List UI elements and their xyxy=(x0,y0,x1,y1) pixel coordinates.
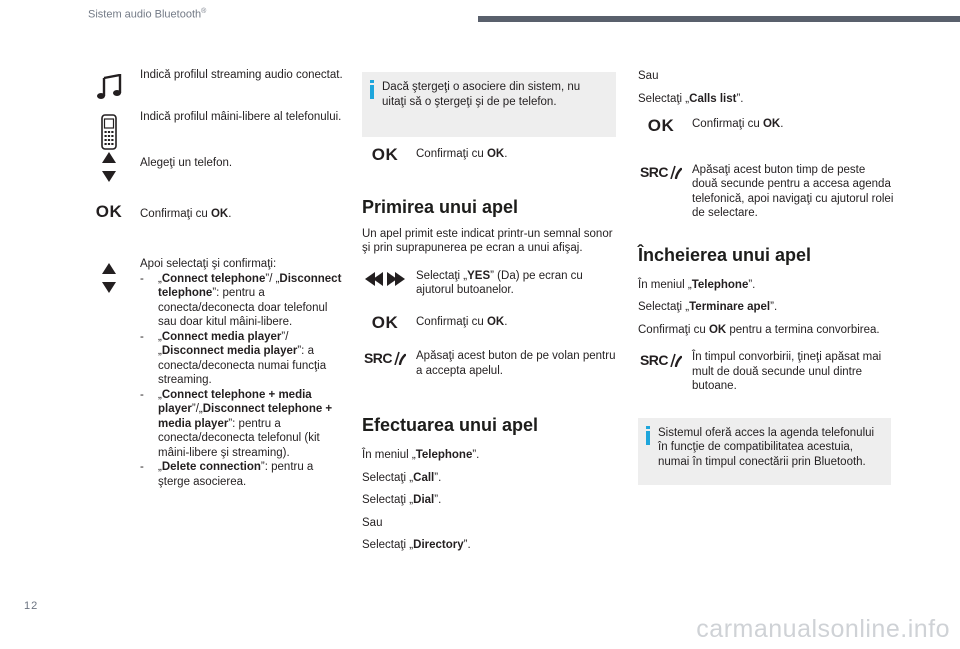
info-icon xyxy=(370,80,374,102)
ok-icon: OK xyxy=(647,116,675,135)
select-confirm-row xyxy=(86,257,348,489)
handsfree-text: Indică profilul mâini-libere al telefonului. xyxy=(140,110,342,123)
receive-call-paragraph: Un apel primit este indicat printr-un semnal sonor şi prin suprapunerea pe ecran a unui afişaj. xyxy=(362,227,613,254)
left-right-arrows-icon xyxy=(362,272,408,286)
page-header-title: Sistem audio Bluetooth® xyxy=(88,8,207,21)
phonebook-note-box xyxy=(638,418,891,485)
page-number: 12 xyxy=(24,600,39,612)
or-text: Sau xyxy=(362,516,383,529)
column-1 xyxy=(86,60,348,489)
confirm-text: Confirmaţi cu OK. xyxy=(416,148,508,160)
up-down-arrows-icon xyxy=(86,152,132,182)
confirm-text: Confirmaţi cu OK. xyxy=(140,207,232,220)
hold-button-text: În timpul convorbirii, ţineţi apăsat mai mult de două secunde unul dintre butoane. xyxy=(692,351,882,392)
confirm-row xyxy=(86,201,348,222)
confirm-end-call: Confirmaţi cu OK pentru a termina convorbirea. xyxy=(638,323,880,336)
column-2 xyxy=(362,72,616,553)
phonebook-text: Apăsaţi acest buton timp de peste două secunde pentru a accesa agenda telefonică, apoi navigaţi cu ajutorul rolei de selectare. xyxy=(692,163,894,219)
confirm-row xyxy=(362,147,616,162)
watermark: carmanualsonline.info xyxy=(696,615,950,643)
select-intro: Apoi selectaţi şi confirmaţi: xyxy=(140,258,277,270)
yes-text: Selectaţi „YES” (Da) pe ecran cu ajutorul butoanelor. xyxy=(416,269,583,296)
choose-phone-text: Alegeţi un telefon. xyxy=(140,157,233,169)
up-down-arrows-icon xyxy=(86,263,132,293)
src-phone-button-icon: SRC xyxy=(638,353,684,368)
select-dial: Selectaţi „Dial”. xyxy=(362,494,442,506)
src-phone-button-icon: SRC xyxy=(638,165,684,180)
handsfree-row xyxy=(86,110,348,125)
info-icon xyxy=(646,426,650,448)
ok-icon: OK xyxy=(95,201,123,221)
hold-button-row xyxy=(638,350,894,394)
streaming-text: Indică profilul streaming audio conectat. xyxy=(140,69,343,81)
streaming-row xyxy=(86,68,348,83)
confirm-row xyxy=(638,116,894,135)
confirm-row xyxy=(362,312,616,332)
select-end-call: Selectaţi „Terminare apel”. xyxy=(638,301,778,313)
column-3 xyxy=(638,69,894,485)
accept-call-row xyxy=(362,349,616,378)
connection-options-list xyxy=(140,272,348,490)
list-item: - „Connect telephone + media player”/„Disconnect telephone + media player”: pentru a conecta/deconecta telefonul (kit mâini-libere şi streaming). xyxy=(140,388,333,459)
list-item: - „Delete connection”: pentru a şterge asocierea. xyxy=(140,461,314,488)
music-note-icon xyxy=(86,74,132,100)
phonebook-row xyxy=(638,163,894,221)
confirm-text: Confirmaţi cu OK. xyxy=(416,315,508,328)
or-text: Sau xyxy=(638,70,659,82)
delete-note-box xyxy=(362,72,616,137)
list-item: - „Connect media player”/ „Disconnect media player”: a conecta/deconecta numai funcţia streaming. xyxy=(140,330,327,386)
heading-end-call: Încheierea unui apel xyxy=(638,244,812,265)
select-directory: Selectaţi „Directory”. xyxy=(362,539,471,551)
menu-telephone: În meniul „Telephone”. xyxy=(362,449,480,461)
confirm-text: Confirmaţi cu OK. xyxy=(692,118,784,130)
phone-icon xyxy=(86,114,132,150)
menu-telephone: În meniul „Telephone”. xyxy=(638,278,756,291)
yes-row xyxy=(362,269,616,298)
phonebook-note-text: Sistemul oferă acces la agenda telefonului în funcţie de compatibilitatea acestuia, numai în timpul conectării prin Bluetooth. xyxy=(658,426,875,468)
heading-receive-call: Primirea unui apel xyxy=(362,196,519,217)
ok-icon: OK xyxy=(371,312,399,332)
select-calls-list: Selectaţi „Calls list”. xyxy=(638,92,744,105)
header-bar xyxy=(478,16,960,22)
accept-call-text: Apăsaţi acest buton de pe volan pentru a accepta apelul. xyxy=(416,350,616,377)
heading-make-call: Efectuarea unui apel xyxy=(362,415,539,435)
delete-note-text: Dacă ştergeţi o asociere din sistem, nu uitaţi să o ştergeţi şi de pe telefon. xyxy=(382,81,581,108)
src-phone-button-icon: SRC xyxy=(362,351,408,366)
list-item: - „Connect telephone”/ „Disconnect telephone”: pentru a conecta/deconecta doar telefonul sau doar kitul mâini-libere. xyxy=(140,272,342,328)
choose-phone-row xyxy=(86,156,348,171)
ok-icon: OK xyxy=(371,145,399,164)
select-call: Selectaţi „Call”. xyxy=(362,471,442,484)
